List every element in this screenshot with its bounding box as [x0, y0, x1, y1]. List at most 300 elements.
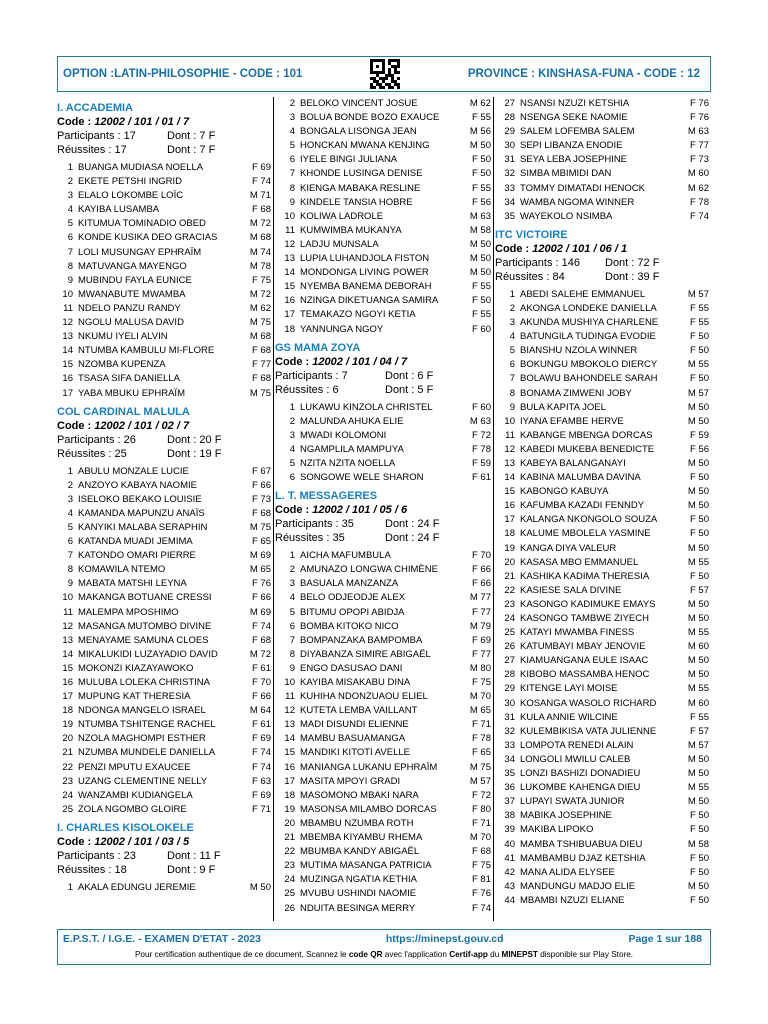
student-row [275, 732, 491, 746]
student-name: KULA ANNIE WILCINE [520, 711, 618, 723]
student-name: NZINGA DIKETUANGA SAMIRA [300, 295, 439, 307]
student-row [275, 845, 491, 859]
student-number: 16 [284, 761, 295, 773]
student-score: F 50 [689, 514, 709, 526]
student-name: SONGOWE WELE SHARON [300, 472, 424, 484]
student-row [495, 894, 709, 908]
student-name: MONDONGA LIVING POWER [300, 267, 429, 279]
student-name: MASITA MPOYI GRADI [300, 775, 401, 787]
student-row [57, 648, 271, 662]
student-number: 8 [509, 387, 515, 399]
student-score: F 75 [471, 677, 491, 688]
student-row [57, 203, 271, 217]
student-score: F 71 [471, 817, 491, 829]
student-number: 11 [63, 302, 73, 314]
student-score: F 50 [689, 345, 709, 357]
student-number: 10 [62, 592, 73, 604]
student-number: 35 [504, 768, 515, 780]
column-divider [493, 97, 494, 921]
student-row [57, 217, 271, 231]
student-row [495, 753, 709, 767]
student-row [275, 761, 491, 775]
student-name: KULEMBIKISA VATA JULIENNE [520, 725, 657, 737]
student-row [57, 676, 271, 690]
student-score: F 71 [471, 719, 491, 731]
student-number: 21 [284, 832, 295, 844]
student-number: 24 [504, 613, 515, 624]
student-score: M 50 [687, 401, 709, 413]
student-number: 18 [284, 323, 295, 335]
student-name: ZOLA NGOMBO GLOIRE [78, 803, 187, 815]
student-row [495, 668, 709, 682]
student-name: MENAYAME SAMUNA CLOES [78, 634, 209, 646]
student-name: KOSANGA WASOLO RICHARD [520, 697, 657, 709]
student-row [275, 429, 491, 443]
student-name: MUTIMA MASANGA PATRICIA [300, 860, 432, 872]
student-score: F 68 [471, 846, 491, 858]
participants-stat: Participants : 7 Dont : 6 F [275, 369, 434, 382]
student-name: TEMAKAZO NGOYI KETIA [300, 309, 416, 321]
student-number: 9 [67, 274, 73, 286]
student-name: MANA ALIDA ELYSEE [520, 866, 615, 878]
student-row [57, 803, 271, 817]
student-name: MAMBA TSHIBUABUA DIEU [520, 838, 643, 850]
student-name: KIAMUANGANA EULE ISAAC [520, 655, 649, 667]
student-number: 6 [67, 536, 73, 548]
student-score: F 74 [251, 747, 271, 759]
student-score: F 50 [689, 373, 709, 385]
student-number: 5 [67, 218, 73, 230]
student-score: M 50 [687, 542, 709, 554]
student-row [495, 302, 709, 316]
student-row [275, 817, 491, 831]
student-score: F 56 [689, 443, 709, 455]
student-score: F 75 [471, 860, 491, 872]
student-name: NDELO PANZU RANDY [78, 302, 181, 314]
student-row [275, 704, 491, 718]
student-number: 18 [284, 789, 295, 801]
student-row [275, 280, 491, 294]
student-row [495, 443, 709, 457]
student-name: BOLUA BONDE BOZO EXAUCE [300, 112, 440, 124]
footer-certification-note: Pour certification authentique de ce document, Scannez le code QR avec l'application Certif-app du MINEPST disponible sur Play Store. [134, 950, 634, 959]
student-number: 16 [62, 373, 73, 385]
student-score: F 70 [251, 677, 271, 688]
student-score: F 67 [251, 465, 271, 477]
student-name: ELALO LOKOMBE LOÏC [78, 190, 184, 202]
student-score: F 74 [471, 902, 491, 914]
student-row [495, 570, 709, 584]
student-row [275, 549, 491, 563]
student-name: MAKANGA BOTUANE CRESSI [78, 592, 212, 604]
student-number: 2 [289, 98, 295, 109]
student-name: BONAMA ZIMWENI JOBY [520, 387, 632, 399]
student-score: M 50 [687, 796, 709, 808]
student-score: M 50 [469, 267, 491, 279]
footer-exam-label: E.P.S.T. / I.G.E. - EXAMEN D'ETAT - 2023 [63, 933, 261, 945]
student-number: 4 [67, 204, 73, 216]
student-name: WANZAMBI KUDIANGELA [78, 789, 193, 801]
student-score: M 50 [469, 140, 491, 152]
student-number: 1 [509, 288, 515, 300]
student-score: F 73 [689, 154, 709, 166]
student-number: 3 [289, 429, 295, 441]
student-row [275, 676, 491, 690]
student-score: F 55 [689, 302, 709, 314]
student-number: 23 [284, 860, 295, 872]
student-number: 36 [504, 782, 515, 794]
student-score: F 69 [251, 789, 271, 801]
school-name: I. CHARLES KISOLOKELE [57, 821, 194, 834]
student-number: 12 [284, 705, 295, 717]
student-row [57, 372, 271, 386]
student-number: 31 [504, 154, 515, 166]
student-name: AKALA EDUNGU JEREMIE [78, 881, 196, 893]
student-number: 38 [504, 810, 515, 822]
student-score: F 61 [251, 662, 271, 674]
student-number: 2 [67, 479, 73, 491]
student-number: 12 [284, 238, 295, 250]
student-name: MAMBAMBU DJAZ KETSHIA [520, 852, 646, 864]
student-score: F 74 [689, 210, 709, 222]
student-score: M 55 [687, 683, 709, 695]
student-name: KOLIWA LADROLE [300, 210, 384, 222]
student-score: F 55 [471, 182, 491, 194]
student-name: MASOMONO MBAKI NARA [300, 789, 419, 801]
student-number: 7 [67, 246, 73, 258]
student-name: KHONDE LUSINGA DENISE [300, 168, 423, 180]
student-number: 25 [504, 627, 515, 639]
student-name: KATONDO OMARI PIERRE [78, 550, 196, 562]
student-number: 8 [67, 564, 73, 576]
student-name: KASONGO KADIMUKE EMAYS [520, 598, 656, 610]
student-name: KABINA MALUMBA DAVINA [520, 472, 641, 484]
reussites-stat: Réussites : 35 Dont : 24 F [275, 532, 440, 545]
reussites-stat: Réussites : 18 Dont : 9 F [57, 863, 216, 876]
student-name: KOMAWILA NTEMO [78, 564, 166, 576]
student-number: 26 [284, 902, 295, 914]
student-number: 2 [289, 564, 295, 576]
student-score: M 65 [249, 564, 271, 576]
student-number: 4 [289, 126, 295, 138]
student-score: F 50 [471, 168, 491, 180]
column-2 [275, 97, 491, 921]
student-row [275, 323, 491, 337]
student-name: BOKUNGU MBOKOLO DIERCY [520, 359, 658, 371]
student-score: F 66 [471, 564, 491, 576]
student-row [57, 302, 271, 316]
student-score: F 68 [251, 507, 271, 519]
student-row [57, 465, 271, 479]
reussites-stat: Réussites : 25 Dont : 19 F [57, 447, 222, 460]
student-row [495, 880, 709, 894]
student-number: 17 [62, 691, 73, 703]
student-score: F 69 [251, 733, 271, 745]
student-number: 5 [289, 140, 295, 152]
student-number: 8 [289, 182, 295, 194]
student-number: 22 [62, 761, 73, 773]
student-number: 30 [504, 140, 515, 152]
student-score: F 55 [471, 112, 491, 124]
student-row [57, 288, 271, 302]
student-name: NYEMBA BANEMA DEBORAH [300, 281, 432, 293]
column-3 [495, 97, 709, 921]
student-name: MBAMBI NZUZI ELIANE [520, 894, 625, 906]
student-row [495, 429, 709, 443]
student-number: 12 [62, 317, 73, 329]
student-row [275, 634, 491, 648]
student-score: M 62 [249, 302, 271, 314]
student-row [275, 873, 491, 887]
student-number: 7 [289, 168, 295, 180]
student-score: F 72 [471, 789, 491, 801]
student-row [495, 542, 709, 556]
student-name: SALEM LOFEMBA SALEM [520, 126, 635, 138]
student-number: 13 [62, 331, 73, 343]
student-row [57, 387, 271, 401]
student-name: MUZINGA NGATIA KETHIA [300, 874, 418, 886]
student-number: 44 [504, 894, 515, 906]
student-name: BOMBA KITOKO NICO [300, 620, 399, 632]
student-row [275, 887, 491, 901]
student-row [57, 563, 271, 577]
student-name: BITUMU OPOPI ABIDJA [300, 606, 405, 618]
student-row [57, 231, 271, 245]
student-row [495, 288, 709, 302]
student-score: M 57 [687, 387, 709, 399]
student-name: LOMPOTA RENEDI ALAIN [520, 739, 634, 751]
student-score: F 77 [471, 648, 491, 660]
student-row [495, 739, 709, 753]
student-row [57, 881, 271, 895]
participants-stat: Participants : 35 Dont : 24 F [275, 518, 440, 531]
student-score: F 68 [251, 345, 271, 357]
student-score: F 72 [471, 429, 491, 441]
student-score: F 69 [471, 634, 491, 646]
student-row [57, 479, 271, 493]
student-name: KASIESE SALA DIVINE [520, 584, 622, 596]
column-divider [273, 97, 274, 921]
student-number: 16 [284, 295, 295, 307]
student-score: F 66 [251, 691, 271, 703]
student-row [495, 167, 709, 181]
student-number: 22 [504, 584, 515, 596]
student-row [57, 535, 271, 549]
footer-url-link[interactable]: https://minepst.gouv.cd [385, 933, 504, 945]
student-name: KABONGO KABUYA [520, 486, 609, 498]
student-number: 3 [67, 190, 73, 202]
student-name: LONGOLI MWILU CALEB [520, 753, 631, 765]
student-number: 28 [504, 112, 515, 124]
student-name: NDUITA BESINGA MERRY [300, 902, 416, 914]
student-row [275, 662, 491, 676]
student-row [57, 260, 271, 274]
student-row [275, 238, 491, 252]
student-name: BASUALA MANZANZA [300, 578, 399, 590]
student-number: 8 [67, 260, 73, 272]
student-name: WAYEKOLO NSIMBA [520, 210, 613, 222]
student-number: 39 [504, 824, 515, 836]
student-score: F 55 [689, 711, 709, 723]
student-row [495, 725, 709, 739]
student-row [275, 859, 491, 873]
school-code: Code : 12002 / 101 / 02 / 7 [57, 419, 190, 432]
student-score: F 50 [689, 866, 709, 878]
student-name: LADJU MUNSALA [300, 238, 379, 250]
student-score: F 71 [251, 803, 271, 815]
student-name: AICHA MAFUMBULA [300, 550, 391, 562]
student-number: 10 [504, 415, 515, 427]
student-row [495, 344, 709, 358]
student-number: 20 [504, 556, 515, 568]
student-number: 11 [63, 606, 73, 618]
student-score: F 60 [471, 401, 491, 413]
student-number: 26 [504, 641, 515, 653]
student-name: BULA KAPITA JOEL [520, 401, 606, 413]
student-score: F 74 [251, 620, 271, 632]
student-name: BATUNGILA TUDINGA EVODIE [520, 331, 656, 343]
student-score: M 50 [469, 238, 491, 250]
student-name: MALUNDA AHUKA ELIE [300, 415, 404, 427]
school-code: Code : 12002 / 101 / 05 / 6 [275, 504, 408, 517]
student-name: MVUBU USHINDI NAOMIE [300, 888, 417, 900]
student-number: 11 [285, 691, 295, 703]
student-name: MANIANGA LUKANU EPHRAÏM [300, 761, 438, 773]
student-row [275, 746, 491, 760]
student-score: F 65 [251, 536, 271, 548]
reussites-stat: Réussites : 84 Dont : 39 F [495, 270, 660, 283]
student-score: M 75 [249, 521, 271, 533]
student-number: 15 [62, 662, 73, 674]
student-score: M 75 [469, 761, 491, 773]
student-score: F 76 [471, 888, 491, 900]
student-score: M 68 [249, 232, 271, 244]
student-number: 13 [284, 719, 295, 731]
student-score: M 69 [249, 606, 271, 618]
student-number: 18 [62, 705, 73, 717]
student-score: F 68 [251, 634, 271, 646]
student-row [275, 620, 491, 634]
student-name: MBAMBU NZUMBA ROTH [300, 817, 414, 829]
student-row [495, 97, 709, 111]
student-number: 2 [67, 176, 73, 188]
student-number: 9 [289, 662, 295, 674]
student-name: ABEDI SALEHE EMMANUEL [520, 288, 646, 300]
student-name: MASANGA MUTOMBO DIVINE [78, 620, 212, 632]
student-name: WAMBA NGOMA WINNER [520, 196, 635, 208]
student-number: 25 [284, 888, 295, 900]
student-number: 27 [504, 655, 515, 667]
student-score: M 55 [687, 556, 709, 568]
student-number: 3 [289, 578, 295, 590]
student-number: 15 [62, 359, 73, 371]
student-name: KABEYA BALANGANAYI [520, 457, 626, 469]
student-name: IYELE BINGI JULIANA [300, 154, 398, 166]
student-number: 28 [504, 669, 515, 681]
student-row [57, 274, 271, 288]
student-row [275, 210, 491, 224]
student-row [495, 387, 709, 401]
student-row [275, 690, 491, 704]
student-number: 22 [284, 846, 295, 858]
student-score: M 80 [469, 662, 491, 674]
student-name: NTUMBA KAMBULU MI-FLORE [78, 345, 215, 357]
student-name: MABIKA JOSEPHINE [520, 810, 612, 822]
student-name: NGOLU MALUSA DAVID [78, 317, 184, 329]
student-score: F 80 [471, 803, 491, 815]
student-number: 6 [289, 620, 295, 632]
student-number: 29 [504, 683, 515, 695]
student-row [275, 153, 491, 167]
student-row [275, 591, 491, 605]
student-name: KASONGO TAMBWE ZIYECH [520, 613, 649, 624]
student-number: 16 [62, 677, 73, 688]
student-score: M 50 [687, 415, 709, 427]
student-name: BIANSHU NZOLA WINNER [520, 345, 638, 357]
student-score: F 76 [689, 112, 709, 124]
student-name: NDONGA MANGELO ISRAEL [78, 705, 206, 717]
student-number: 12 [504, 443, 515, 455]
student-score: M 50 [687, 880, 709, 892]
student-score: F 66 [471, 578, 491, 590]
student-score: M 78 [249, 260, 271, 272]
student-number: 10 [284, 210, 295, 222]
student-row [495, 401, 709, 415]
student-name: MATUVANGA MAYENGO [78, 260, 187, 272]
student-score: F 68 [251, 204, 271, 216]
student-score: M 63 [687, 126, 709, 138]
student-name: MABATA MATSHI LEYNA [78, 578, 187, 590]
student-number: 14 [284, 733, 295, 745]
student-score: M 62 [687, 182, 709, 194]
student-row [495, 697, 709, 711]
student-score: F 66 [251, 592, 271, 604]
student-name: MADI DISUNDI ELIENNE [300, 719, 409, 731]
student-score: M 50 [687, 753, 709, 765]
student-score: F 57 [689, 584, 709, 596]
student-name: SIMBA MBIMIDI DAN [520, 168, 612, 180]
student-number: 19 [62, 719, 73, 731]
student-score: F 78 [689, 196, 709, 208]
student-row [57, 606, 271, 620]
student-row [57, 493, 271, 507]
student-name: ABULU MONZALE LUCIE [78, 465, 189, 477]
student-name: MASONSA MILAMBO DORCAS [300, 803, 437, 815]
student-score: M 77 [469, 592, 491, 604]
student-row [495, 210, 709, 224]
student-number: 27 [504, 98, 515, 109]
participants-stat: Participants : 146 Dont : 72 F [495, 256, 660, 269]
student-row [495, 513, 709, 527]
student-score: M 57 [687, 288, 709, 300]
student-row [495, 125, 709, 139]
student-name: BOMPANZAKA BAMPOMBA [300, 634, 423, 646]
student-name: UZANG CLEMENTINE NELLY [78, 775, 208, 787]
student-score: F 74 [251, 761, 271, 773]
student-score: M 60 [687, 168, 709, 180]
student-score: M 50 [687, 655, 709, 667]
student-row [275, 266, 491, 280]
student-score: F 59 [471, 457, 491, 469]
student-score: M 70 [469, 691, 491, 703]
student-name: NTUMBA TSHITENGE RACHEL [78, 719, 216, 731]
student-row [275, 401, 491, 415]
student-number: 4 [509, 331, 515, 343]
student-score: F 50 [471, 154, 491, 166]
student-score: M 75 [249, 317, 271, 329]
student-number: 18 [504, 528, 515, 540]
student-row [495, 809, 709, 823]
